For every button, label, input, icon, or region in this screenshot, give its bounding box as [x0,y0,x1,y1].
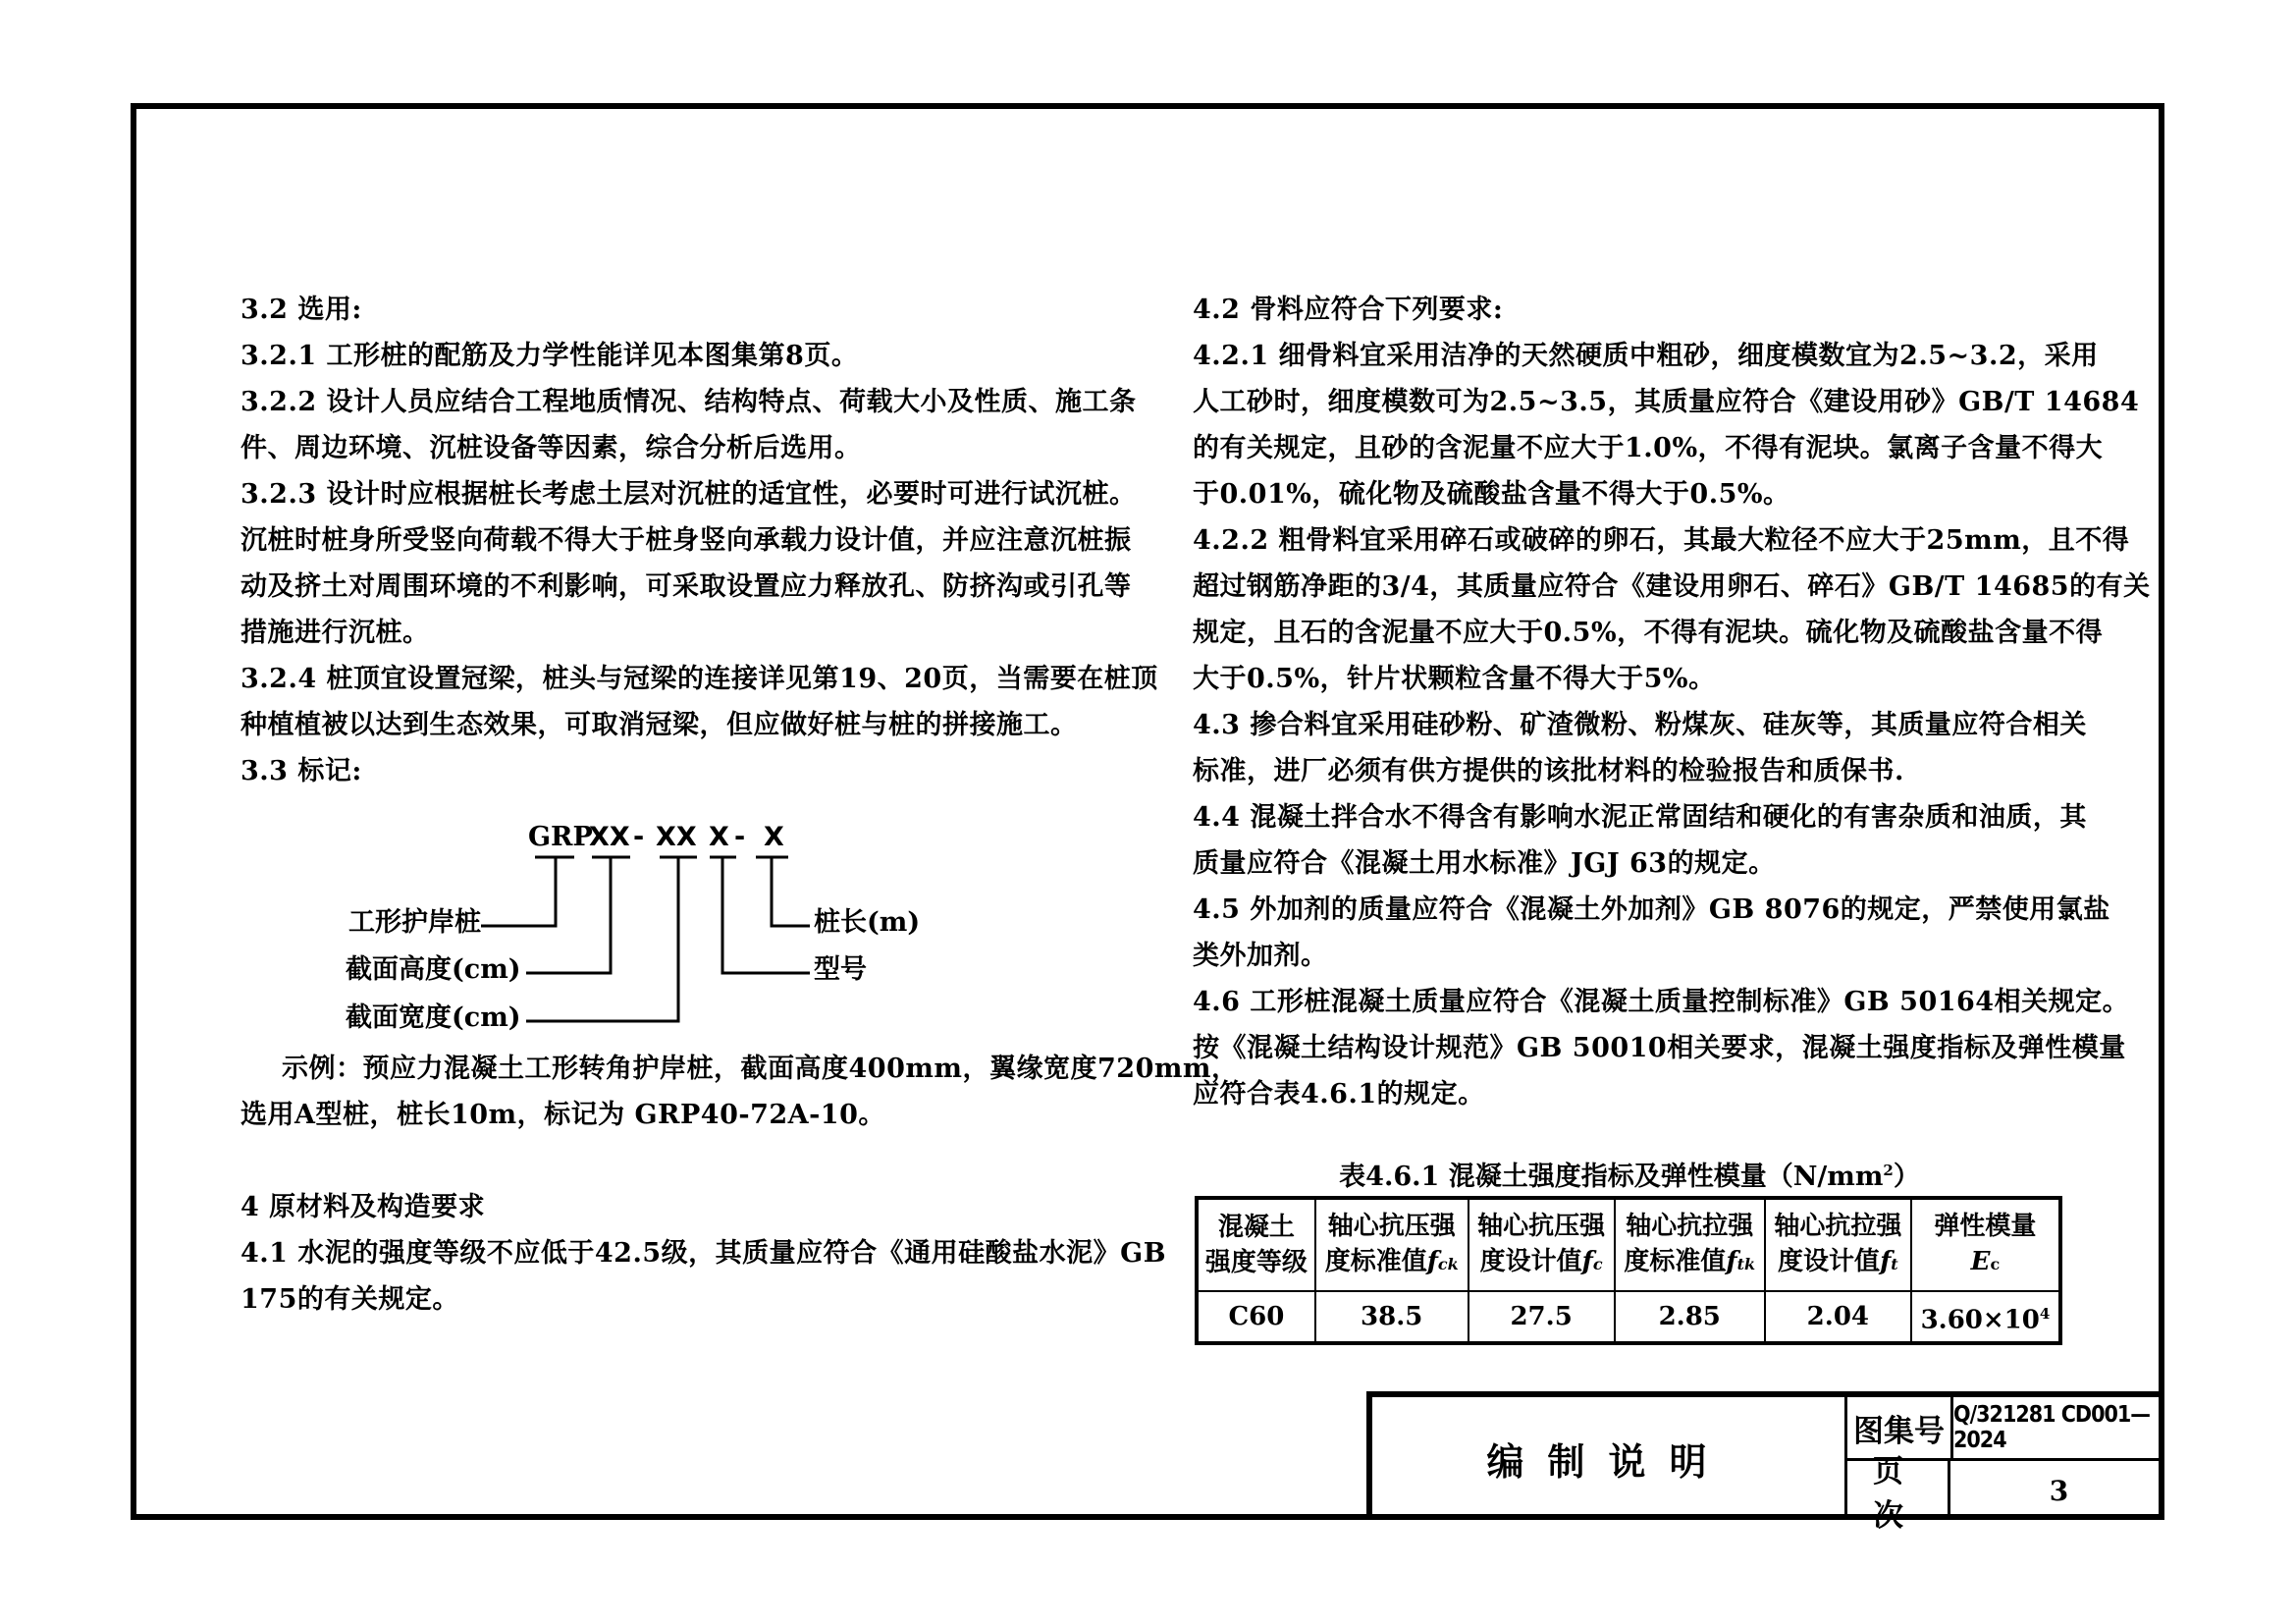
example-line: 示例：预应力混凝土工形转角护岸桩，截面高度400mm，翼缘宽度720mm， [282,1054,1239,1084]
clause-4-1-line: 4.1 水泥的强度等级不应低于42.5级，其质量应符合《通用硅酸盐水泥》GB [240,1238,1167,1269]
clause-4-1-line: 175的有关规定。 [240,1284,459,1315]
atlas-number-value: Q/321281 CD001—2024 [1953,1397,2164,1461]
cell-fck: 38.5 [1315,1291,1468,1343]
section-3-2-heading: 3.2 选用: [240,295,362,325]
cell-ec [1911,1291,2060,1343]
header-subscript: t [1891,1254,1898,1273]
clause-4-4-line: 4.4 混凝土拌合水不得含有影响水泥正常固结和硬化的有害杂质和油质，其 [1193,802,2087,833]
concrete-strength-table [1195,1196,2062,1345]
clause-4-6-line: 4.6 工形桩混凝土质量应符合《混凝土质量控制标准》GB 50164相关规定。 [1193,987,2130,1017]
clause-4-2-2-line: 4.2.2 粗骨料宜采用碎石或破碎的卵石，其最大粒径不应大于25mm，且不得 [1193,525,2130,556]
header-line: 度标准值 [1324,1246,1427,1276]
example-line: 选用A型桩，桩长10m，标记为 GRP40-72A-10。 [240,1100,885,1130]
code-dash: - [633,822,645,852]
title-block [1366,1391,2164,1534]
clause-3-2-2-line: 3.2.2 设计人员应结合工程地质情况、结构特点、荷载大小及性质、施工条 [240,387,1137,417]
header-symbol: f [1726,1246,1737,1276]
label-section-width: 截面宽度(cm) [346,1002,521,1033]
header-symbol: f [1426,1246,1438,1276]
header-fck [1315,1198,1468,1291]
table-row [1197,1291,2060,1343]
header-ec [1911,1198,2060,1291]
code-width: XX [656,822,697,852]
clause-3-2-2-line: 件、周边环境、沉桩设备等因素，综合分析后选用。 [240,433,862,463]
header-line: 轴心抗压强 [1327,1211,1456,1241]
clause-4-2-2-line: 大于0.5%，针片状颗粒含量不得大于5%。 [1193,664,1716,694]
caption-end: ） [1893,1162,1920,1192]
label-section-height: 截面高度(cm) [346,954,521,985]
section-4-2-heading: 4.2 骨料应符合下列要求: [1193,295,1504,325]
clause-3-2-3-line: 3.2.3 设计时应根据桩长考虑土层对沉桩的适宜性，必要时可进行试沉桩。 [240,479,1137,510]
header-ft [1765,1198,1911,1291]
clause-4-5-line: 4.5 外加剂的质量应符合《混凝土外加剂》GB 8076的规定，严禁使用氯盐 [1193,894,2110,925]
clause-4-2-1-line: 的有关规定，且砂的含泥量不应大于1.0%，不得有泥块。氯离子含量不得大 [1193,433,2104,463]
clause-3-2-3-line: 动及挤土对周围环境的不利影响，可采取设置应力释放孔、防挤沟或引孔等 [240,571,1132,602]
cell-ft: 2.04 [1765,1291,1911,1343]
header-line: 度设计值 [1778,1246,1881,1276]
page-number: 3 [2049,1474,2069,1507]
clause-4-3-line: 标准，进厂必须有供方提供的该批材料的检验报告和质保书. [1193,756,1904,786]
clause-4-2-1-line: 4.2.1 细骨料宜采用洁净的天然硬质中粗砂，细度模数宜为2.5~3.2，采用 [1193,341,2099,371]
header-line: 混凝土 [1217,1213,1295,1242]
section-3-3-heading: 3.3 标记: [240,756,362,786]
section-4-heading: 4 原材料及构造要求 [240,1192,486,1222]
code-model: X [709,822,729,852]
clause-4-6-line: 应符合表4.6.1的规定。 [1193,1079,1485,1110]
header-grade [1197,1198,1315,1291]
caption-superscript: 2 [1883,1162,1894,1179]
header-line: 轴心抗拉强 [1774,1211,1902,1241]
clause-4-4-line: 质量应符合《混凝土用水标准》JGJ 63的规定。 [1193,848,1776,879]
page-label: 页次 [1847,1461,1950,1520]
clause-4-5-line: 类外加剂。 [1193,941,1328,971]
header-symbol: E [1970,1246,1991,1276]
cell-ec-mantissa: 3.60×10 [1920,1305,2040,1335]
header-subscript: c [1592,1254,1603,1273]
header-symbol: f [1581,1246,1593,1276]
label-pile-type: 工形护岸桩 [348,907,481,938]
clause-3-2-4-line: 种植植被以达到生态效果，可取消冠梁，但应做好桩与桩的拼接施工。 [240,710,1078,740]
clause-4-2-1-line: 人工砂时，细度模数可为2.5~3.5，其质量应符合《建设用砂》GB/T 14684 [1193,387,2140,417]
clause-4-2-2-line: 规定，且石的含泥量不应大于0.5%，不得有泥块。硫化物及硫酸盐含量不得 [1193,618,2104,648]
clause-4-2-2-line: 超过钢筋净距的3/4，其质量应符合《建设用卵石、碎石》GB/T 14685的有关 [1193,571,2151,602]
header-line: 轴心抗拉强 [1626,1211,1754,1241]
header-subscript: c [1990,1254,2001,1273]
clause-3-2-3-line: 措施进行沉桩。 [240,618,430,648]
cell-grade: C60 [1197,1291,1315,1343]
header-line: 强度等级 [1204,1248,1308,1277]
atlas-number-label: 图集号 [1847,1397,1953,1461]
code-dash: - [734,822,746,852]
label-pile-length: 桩长(m) [814,907,921,938]
header-line: 弹性模量 [1934,1211,2037,1241]
header-line: 轴心抗压强 [1477,1211,1606,1241]
left-column [240,287,1158,794]
code-height: XX [589,822,630,852]
header-subscript: ck [1437,1254,1459,1273]
header-line: 度标准值 [1624,1246,1727,1276]
clause-4-6-line: 按《混凝土结构设计规范》GB 50010相关要求，混凝土强度指标及弹性模量 [1193,1033,2126,1063]
cell-ftk: 2.85 [1615,1291,1765,1343]
header-symbol: f [1880,1246,1892,1276]
header-line: 度设计值 [1479,1246,1582,1276]
header-fc [1468,1198,1615,1291]
drawing-title: 编制说明 [1372,1397,1847,1520]
clause-3-2-4-line: 3.2.4 桩顶宜设置冠梁，桩头与冠梁的连接详见第19、20页，当需要在桩顶 [240,664,1158,694]
table-caption [1193,1155,2066,1193]
right-column [1193,287,2151,1117]
caption-text: 表4.6.1 混凝土强度指标及弹性模量（N/mm [1339,1162,1884,1192]
cell-fc: 27.5 [1468,1291,1615,1343]
clause-3-2-1: 3.2.1 工形桩的配筋及力学性能详见本图集第8页。 [240,341,859,371]
clause-4-2-1-line: 于0.01%，硫化物及硫酸盐含量不得大于0.5%。 [1193,479,1790,510]
code-prefix: GRP [528,822,593,852]
left-column-lower [240,1046,1239,1323]
header-ftk [1615,1198,1765,1291]
code-length: X [764,822,784,852]
clause-4-3-line: 4.3 掺合料宜采用硅砂粉、矿渣微粉、粉煤灰、硅灰等，其质量应符合相关 [1193,710,2087,740]
header-subscript: tk [1736,1254,1756,1273]
table-header-row [1197,1198,2060,1291]
clause-3-2-3-line: 沉桩时桩身所受竖向荷载不得大于桩身竖向承载力设计值，并应注意沉桩振 [240,525,1132,556]
label-model: 型号 [814,954,867,985]
cell-ec-exponent: 4 [2039,1304,2051,1323]
